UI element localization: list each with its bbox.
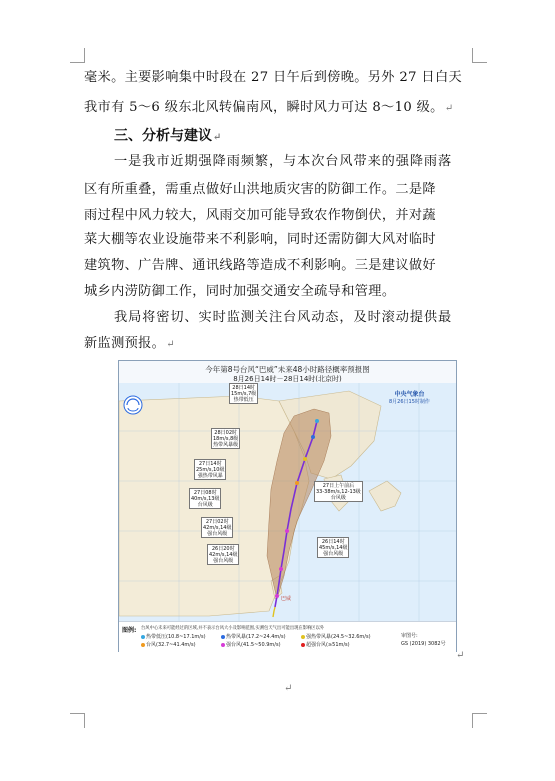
typhoon-name-label: 巴威 — [281, 596, 292, 602]
issuer-stamp: 中央气象台 8月26日15时制作 — [389, 391, 430, 405]
crop-mark-top-right — [472, 48, 487, 63]
section-heading: 三、分析与建议↵ — [114, 128, 222, 144]
map-legend — [119, 621, 456, 652]
advice-line-5: 建筑物、广告牌、通讯线路等造成不利影响。三是建议做好 — [84, 258, 436, 273]
monitor-line-2: 新监测预报。↵ — [84, 336, 175, 351]
advice-line-2: 区有所重叠，需重点做好山洪地质灾害的防御工作。二是降 — [84, 182, 436, 197]
crop-mark-bottom-right — [472, 713, 487, 728]
legend-note: 台风中心未来可能经过的区域,并不表示台风大小及影响范围,实测包天气出可能出现在影响区以外 — [141, 626, 325, 631]
legend-item: 台风(32.7~41.4m/s) — [141, 641, 196, 648]
forecast-label: 26日20时 42m/s,14级 强台风级 — [209, 545, 238, 564]
paragraph-mark: ↵ — [284, 683, 293, 694]
intro-line-1: 毫米。主要影响集中时段在 27 日午后到傍晚。另外 27 日白天 — [84, 70, 463, 85]
legend-item: 热带风暴(17.2~24.4m/s) — [221, 633, 286, 640]
advice-line-4: 菜大棚等农业设施带来不利影响，同时还需防御大风对临时 — [84, 232, 436, 247]
forecast-label: 28日14时 15m/s,7级 热带低压 — [231, 384, 257, 403]
advice-line-3: 雨过程中风力较大，风雨交加可能导致农作物倒伏，并对蔬 — [84, 208, 436, 223]
forecast-label: 27日14时 25m/s,10级 强热带风暴 — [196, 460, 225, 479]
map-title: 今年第8号台风“巴威”未来48小时路径概率预报图 — [205, 365, 370, 374]
review-number: GS (2019) 3082号 — [401, 641, 446, 647]
crop-mark-top-left — [70, 48, 85, 63]
forecast-label: 27日08时 40m/s,13级 台风级 — [191, 489, 220, 508]
forecast-label: 26日14时 45m/s,14级 强台风级 — [319, 538, 348, 557]
legend-item: 热带低压(10.8~17.1m/s) — [141, 633, 206, 640]
review-number-label: 审图号: — [401, 633, 418, 639]
monitor-line-1: 我局将密切、实时监测关注台风动态，及时滚动提供最 — [114, 310, 453, 325]
forecast-label: 28日02时 18m/s,8级 热带风暴级 — [213, 429, 239, 448]
legend-item: 超强台风(≥51m/s) — [301, 641, 350, 648]
forecast-label: 27日02时 42m/s,14级 强台风级 — [203, 518, 232, 537]
paragraph-mark: ↵ — [444, 103, 454, 114]
legend-item: 强台风(41.5~50.9m/s) — [221, 641, 281, 648]
legend-title: 图例: — [122, 627, 137, 634]
typhoon-forecast-map — [118, 360, 457, 652]
paragraph-mark: ↵ — [456, 650, 465, 661]
crop-mark-bottom-left — [70, 713, 85, 728]
advice-line-6: 城乡内涝防御工作，同时加强交通安全疏导和管理。 — [84, 284, 396, 299]
legend-item: 强热带风暴(24.5~32.6m/s) — [301, 633, 371, 640]
intro-line-2: 我市有 5～6 级东北风转偏南风，瞬时风力可达 8～10 级。↵ — [84, 100, 454, 115]
advice-line-1: 一是我市近期强降雨频繁，与本次台风带来的强降雨落 — [114, 154, 453, 169]
forecast-label: 27日上午前后 33-38m/s,12-13级 台风级 — [316, 482, 361, 501]
map-subtitle: 8月26日14时－28日14时(北京时) — [233, 375, 342, 383]
